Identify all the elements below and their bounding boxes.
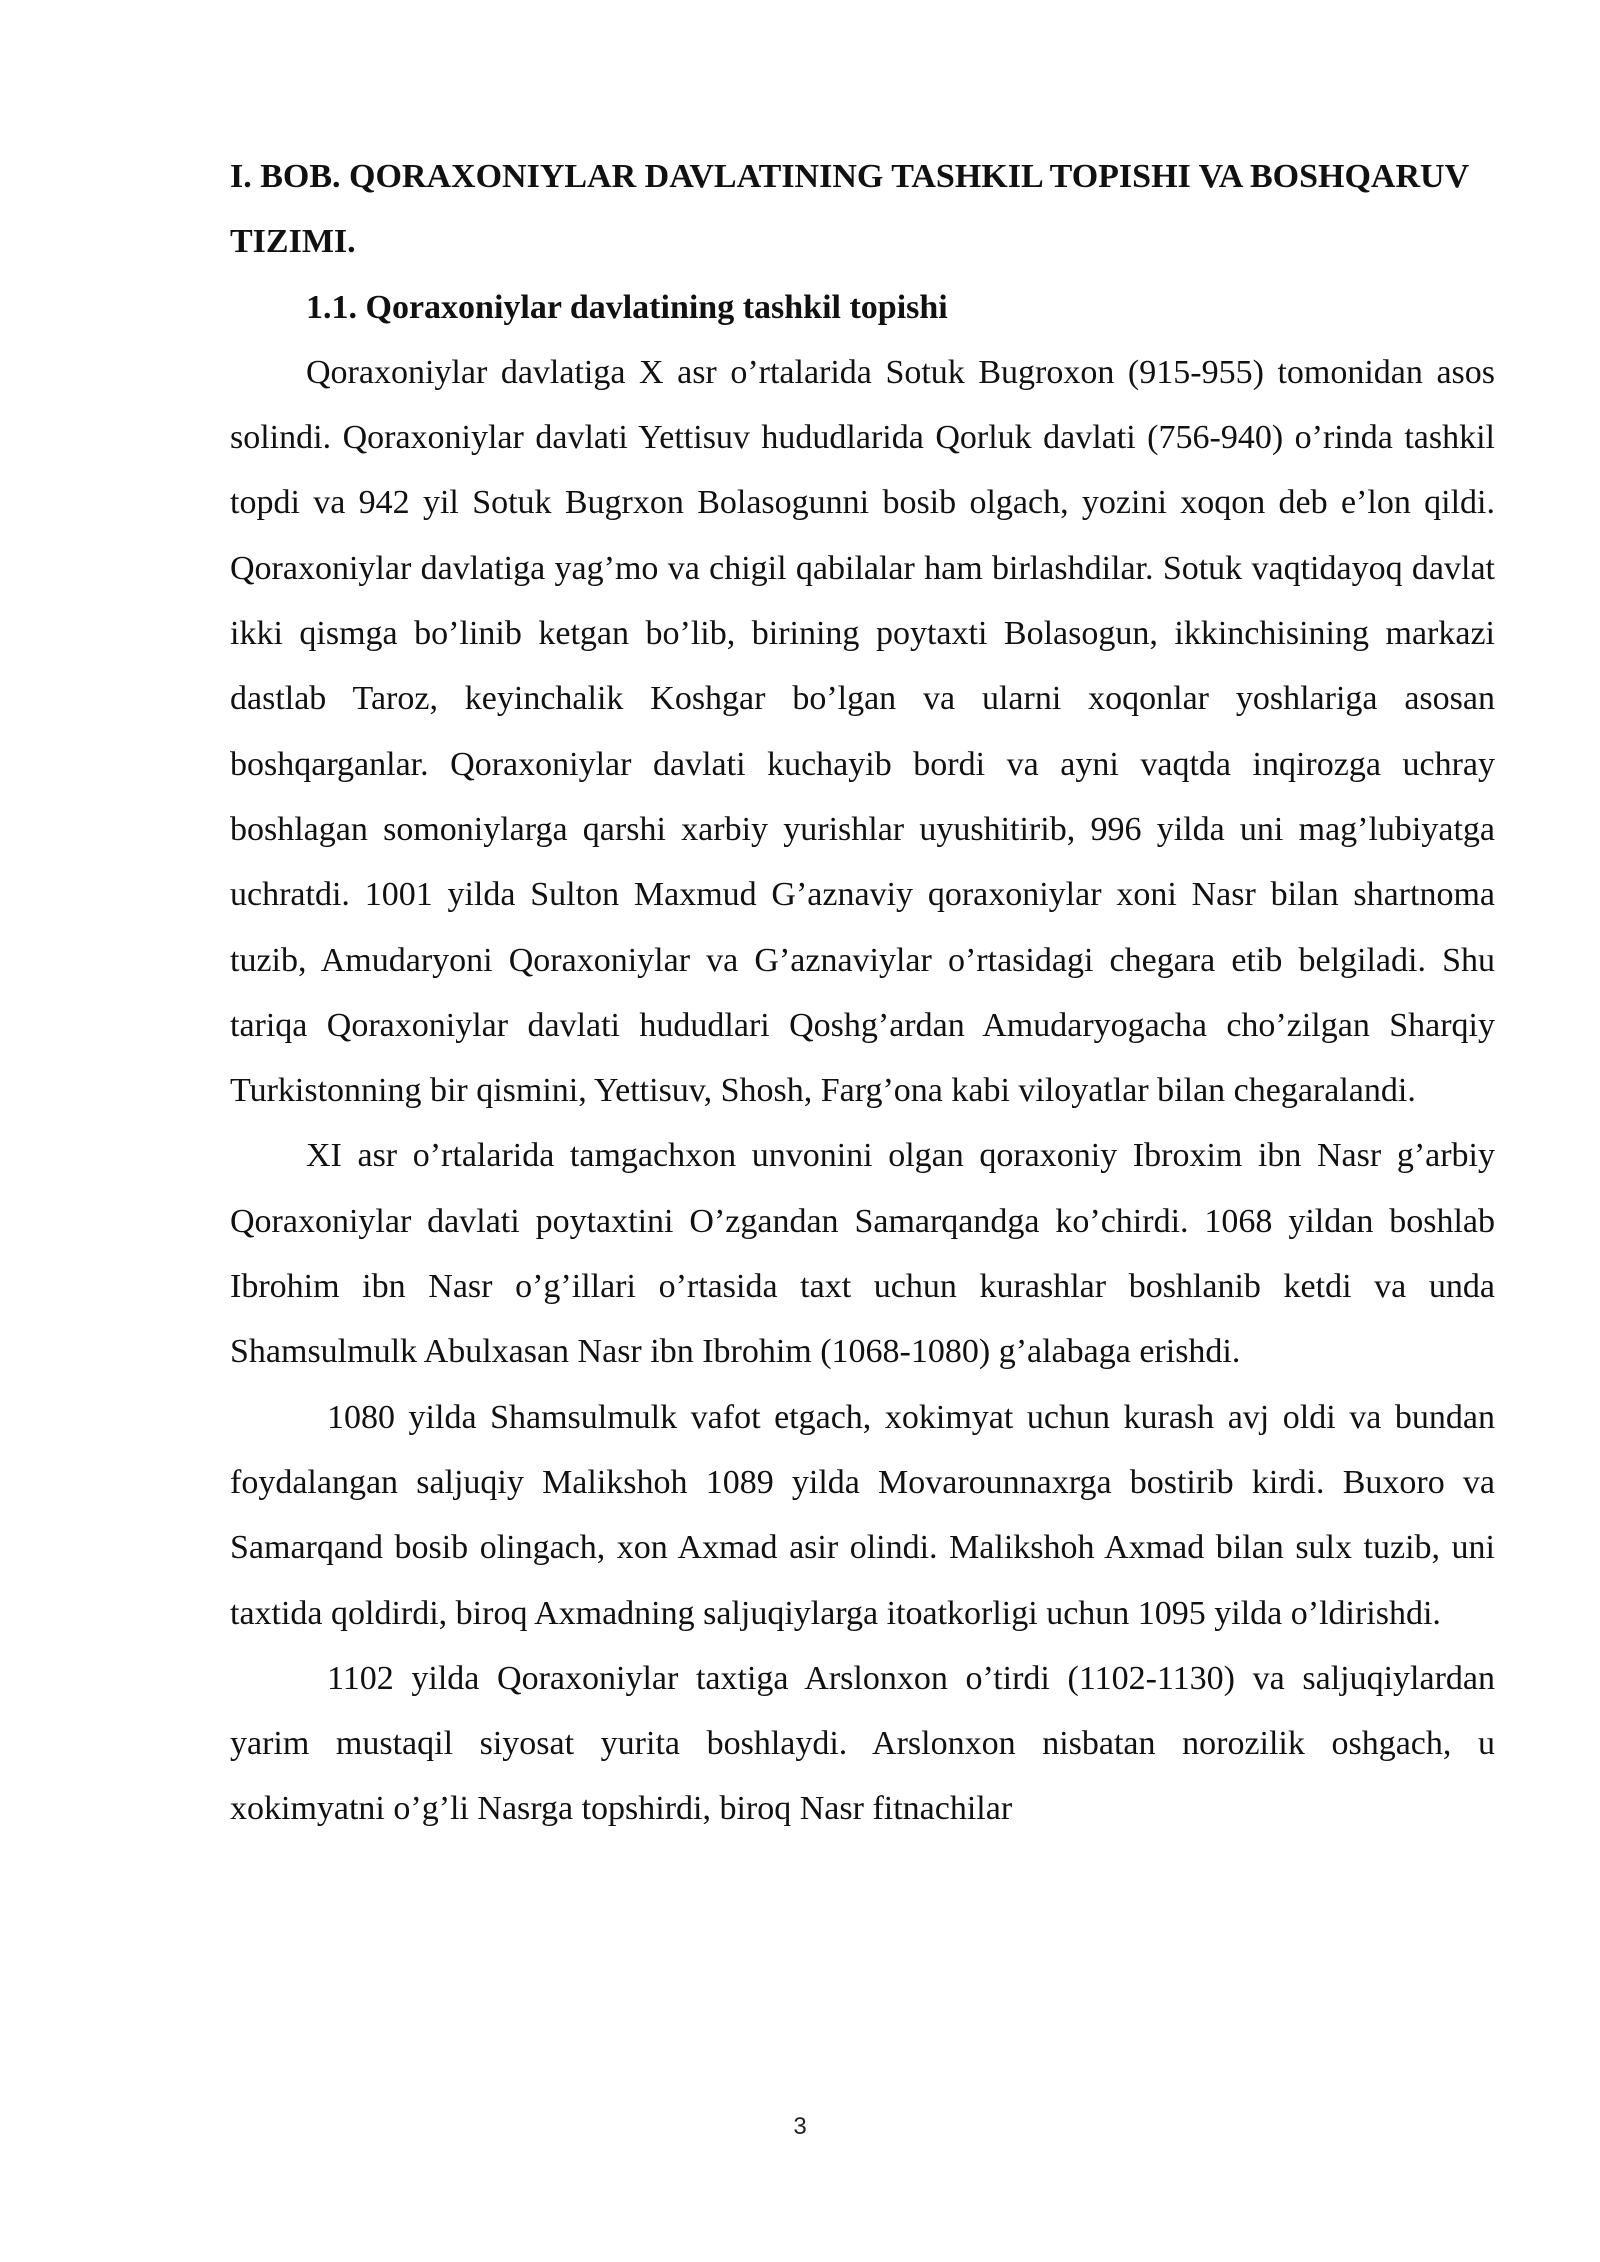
page-content: [230, 144, 1495, 1842]
section-title: 1.1. Qoraxoniylar davlatining tashkil topishi: [306, 288, 948, 326]
paragraph-2: XI asr o’rtalarida tamgachxon unvonini olgan qoraxoniy Ibroxim ibn Nasr g’arbiy Qoraxoniylar davlati poytaxtini O’zgandan Samarqandga ko’chirdi. 1068 yildan boshlab Ibrohim ibn Nasr o’g’illari o’rtasida taxt uchun kurashlar boshlanib ketdi va unda Shamsulmulk Abulxasan Nasr ibn Ibrohim (1068-1080) g’alabaga erishdi.: [230, 1137, 1495, 1371]
chapter-title: I. BOB. QORAXONIYLAR DAVLATINING TASHKIL TOPISHI VA BOSHQARUV TIZIMI.: [230, 158, 1469, 261]
page-number: 3: [793, 2113, 807, 2140]
paragraph-3: 1080 yilda Shamsulmulk vafot etgach, xokimyat uchun kurash avj oldi va bundan foydalangan saljuqiy Malikshoh 1089 yilda Movarounnaxrga bostirib kirdi. Buxoro va Samarqand bosib olingach, xon Axmad asir olindi. Malikshoh Axmad bilan sulx tuzib, uni taxtida qoldirdi, biroq Axmadning saljuqiylarga itoatkorligi uchun 1095 yilda o’ldirishdi.: [230, 1398, 1495, 1632]
paragraph-4: 1102 yilda Qoraxoniylar taxtiga Arslonxon o’tirdi (1102-1130) va saljuqiylardan yarim mustaqil siyosat yurita boshlaydi. Arslonxon nisbatan norozilik oshgach, u xokimyatni o’g’li Nasrga topshirdi, biroq Nasr fitnachilar: [230, 1659, 1495, 1828]
paragraph-1: Qoraxoniylar davlatiga X asr o’rtalarida Sotuk Bugroxon (915-955) tomonidan asos solindi. Qoraxoniylar davlati Yettisuv hududlarida Qorluk davlati (756-940) o’rinda tashkil topdi va 942 yil Sotuk Bugrxon Bolasogunni bosib olgach, yozini xoqon deb e’lon qildi. Qoraxoniylar davlatiga yag’mo va chigil qabilalar ham birlashdilar. Sotuk vaqtidayoq davlat ikki qismga bo’linib ketgan bo’lib, birining poytaxti Bolasogun, ikkinchisining markazi dastlab Taroz, keyinchalik Koshgar bo’lgan va ularni xoqonlar yoshlariga asosan boshqarganlar. Qoraxoniylar davlati kuchayib bordi va ayni vaqtda inqirozga uchray boshlagan somoniylarga qarshi xarbiy yurishlar uyushitirib, 996 yilda uni mag’lubiyatga uchratdi. 1001 yilda Sulton Maxmud G’aznaviy qoraxoniylar xoni Nasr bilan shartnoma tuzib, Amudaryoni Qoraxoniylar va G’aznaviylar o’rtasidagi chegara etib belgiladi. Shu tariqa Qoraxoniylar davlati hududlari Qoshg’ardan Amudaryogacha cho’zilgan Sharqiy Turkistonning bir qismini, Yettisuv, Shosh, Farg’ona kabi viloyatlar bilan chegaralandi.: [230, 353, 1495, 1110]
